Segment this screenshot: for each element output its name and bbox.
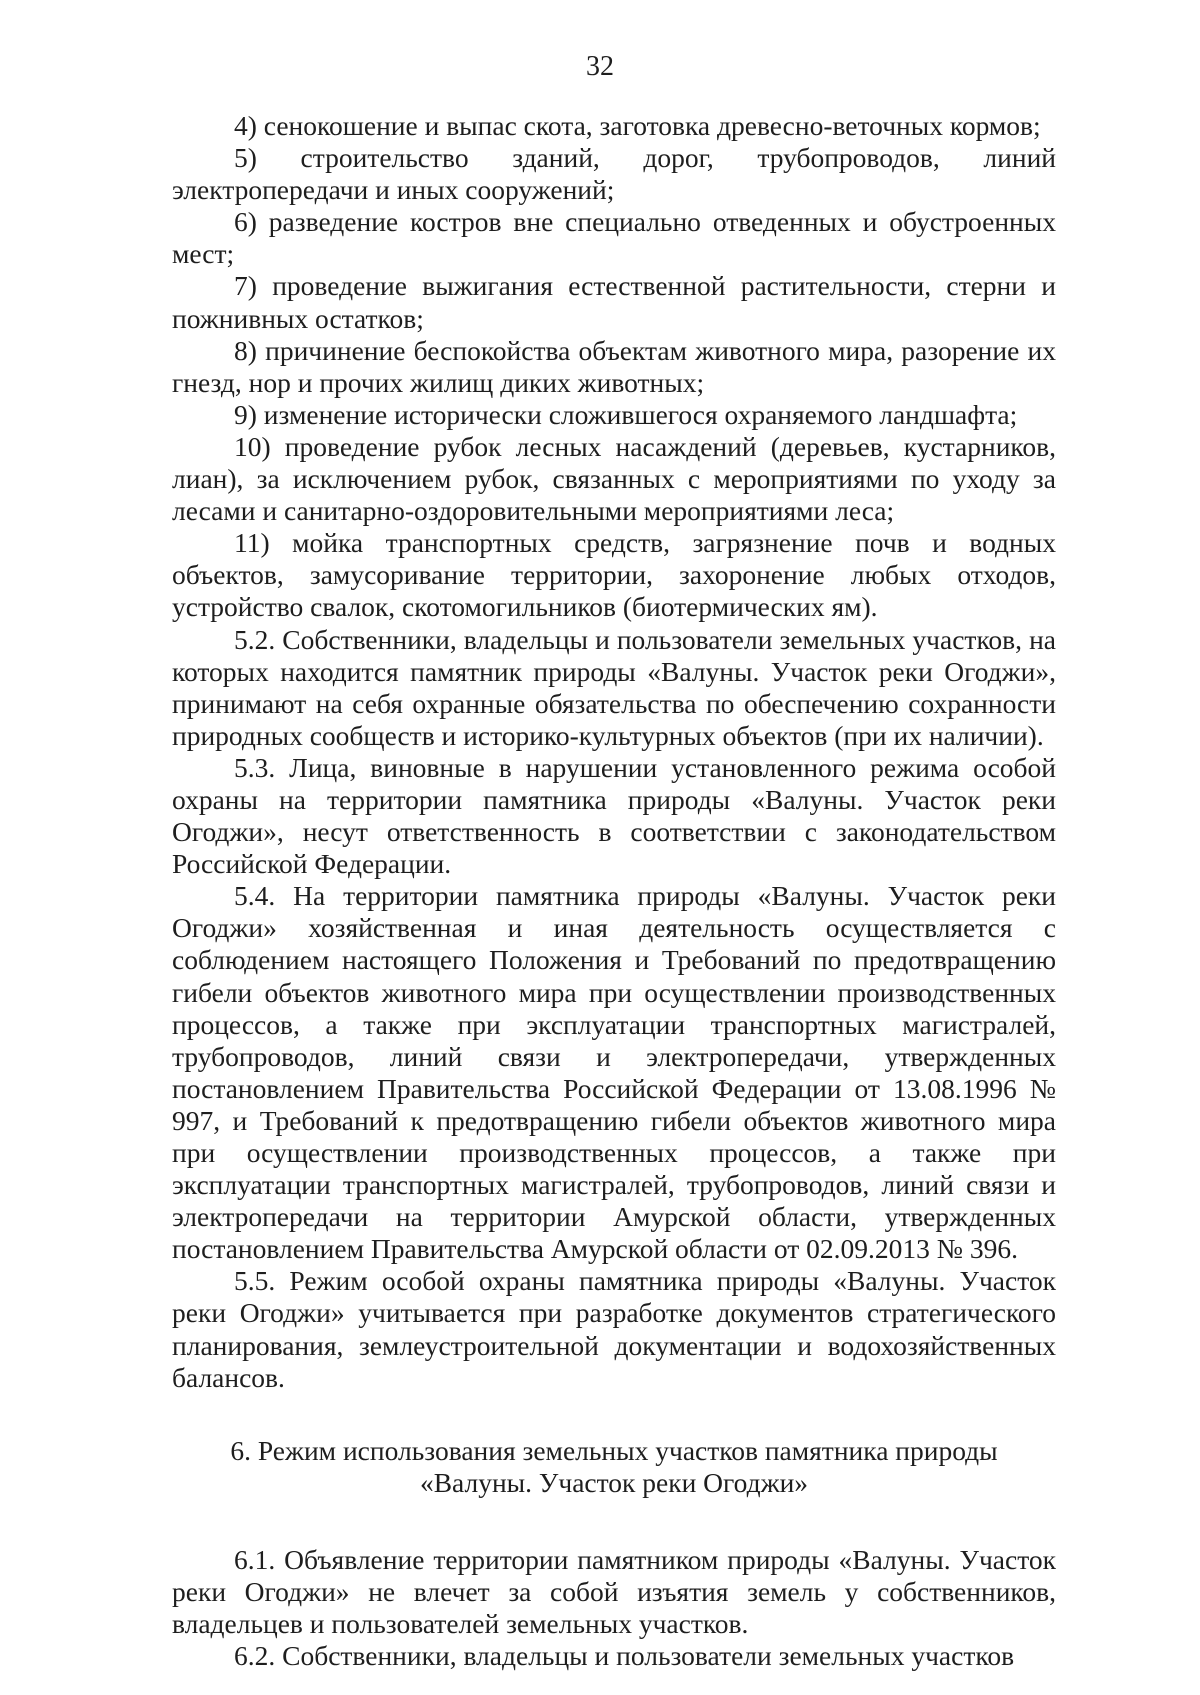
clause-5-5: 5.5. Режим особой охраны памятника природы «Валуны. Участок реки Огоджи» учитывается при разработке документов стратегического планирования, землеустроительной документации и водохозяйственных балансов. (172, 1265, 1056, 1393)
list-item-6: 6) разведение костров вне специально отведенных и обустроенных мест; (172, 206, 1056, 270)
section-heading (172, 1435, 1056, 1500)
section-heading-line-2: «Валуны. Участок реки Огоджи» (419, 1467, 809, 1499)
clause-6-1: 6.1. Объявление территории памятником природы «Валуны. Участок реки Огоджи» не влечет за собой изъятия земель у собственников, владельцев и пользователей земельных участков. (172, 1543, 1056, 1639)
clause-5-4: 5.4. На территории памятника природы «Валуны. Участок реки Огоджи» хозяйственная и иная деятельность осуществляется с соблюдением настоящего Положения и Требований по предотвращению гибели объектов животного мира при осуществлении производственных процессов, а также при эксплуатации транспортных магистралей, трубопроводов, линий связи и электропередачи, утвержденных постановлением Правительства Российской Федерации от 13.08.1996 № 997, и Требований к предотвращению гибели объектов животного мира при осуществлении производственных процессов, а также при эксплуатации транспортных магистралей, трубопроводов, линий связи и электропередачи на территории Амурской области, утвержденных постановлением Правительства Амурской области от 02.09.2013 № 396. (172, 880, 1056, 1265)
list-item-9: 9) изменение исторически сложившегося охраняемого ландшафта; (234, 398, 1018, 430)
clause-6-2: 6.2. Собственники, владельцы и пользователи земельных участков (234, 1640, 1015, 1672)
list-item-5: 5) строительство зданий, дорог, трубопроводов, линий электропередачи и иных сооружений; (172, 142, 1056, 206)
clause-5-3: 5.3. Лица, виновные в нарушении установленного режима особой охраны на территории памятника природы «Валуны. Участок реки Огоджи», несут ответственность в соответствии с законодательством Российской Федерации. (172, 751, 1056, 880)
section-heading-line-1: 6. Режим использования земельных участков памятника природы (230, 1434, 998, 1466)
page-number: 32 (586, 51, 614, 82)
list-item-7: 7) проведение выжигания естественной растительности, стерни и пожнивных остатков; (172, 270, 1056, 334)
list-item-8: 8) причинение беспокойства объектам животного мира, разорение их гнезд, нор и прочих жилищ диких животных; (172, 334, 1056, 398)
clause-5-2: 5.2. Собственники, владельцы и пользователи земельных участков, на которых находится памятник природы «Валуны. Участок реки Огоджи», принимают на себя охранные обязательства по обеспечению сохранности природных сообществ и историко-культурных объектов (при их наличии). (172, 623, 1056, 751)
document-body (172, 110, 1056, 1672)
list-item-4: 4) сенокошение и выпас скота, заготовка древесно-веточных кормов; (234, 110, 1041, 141)
list-item-10: 10) проведение рубок лесных насаждений (деревьев, кустарников, лиан), за исключением рубок, связанных с мероприятиями по уходу за лесами и санитарно-оздоровительными мероприятиями леса; (172, 430, 1056, 527)
list-item-11: 11) мойка транспортных средств, загрязнение почв и водных объектов, замусоривание территории, захоронение любых отходов, устройство свалок, скотомогильников (биотермических ям). (172, 527, 1056, 623)
